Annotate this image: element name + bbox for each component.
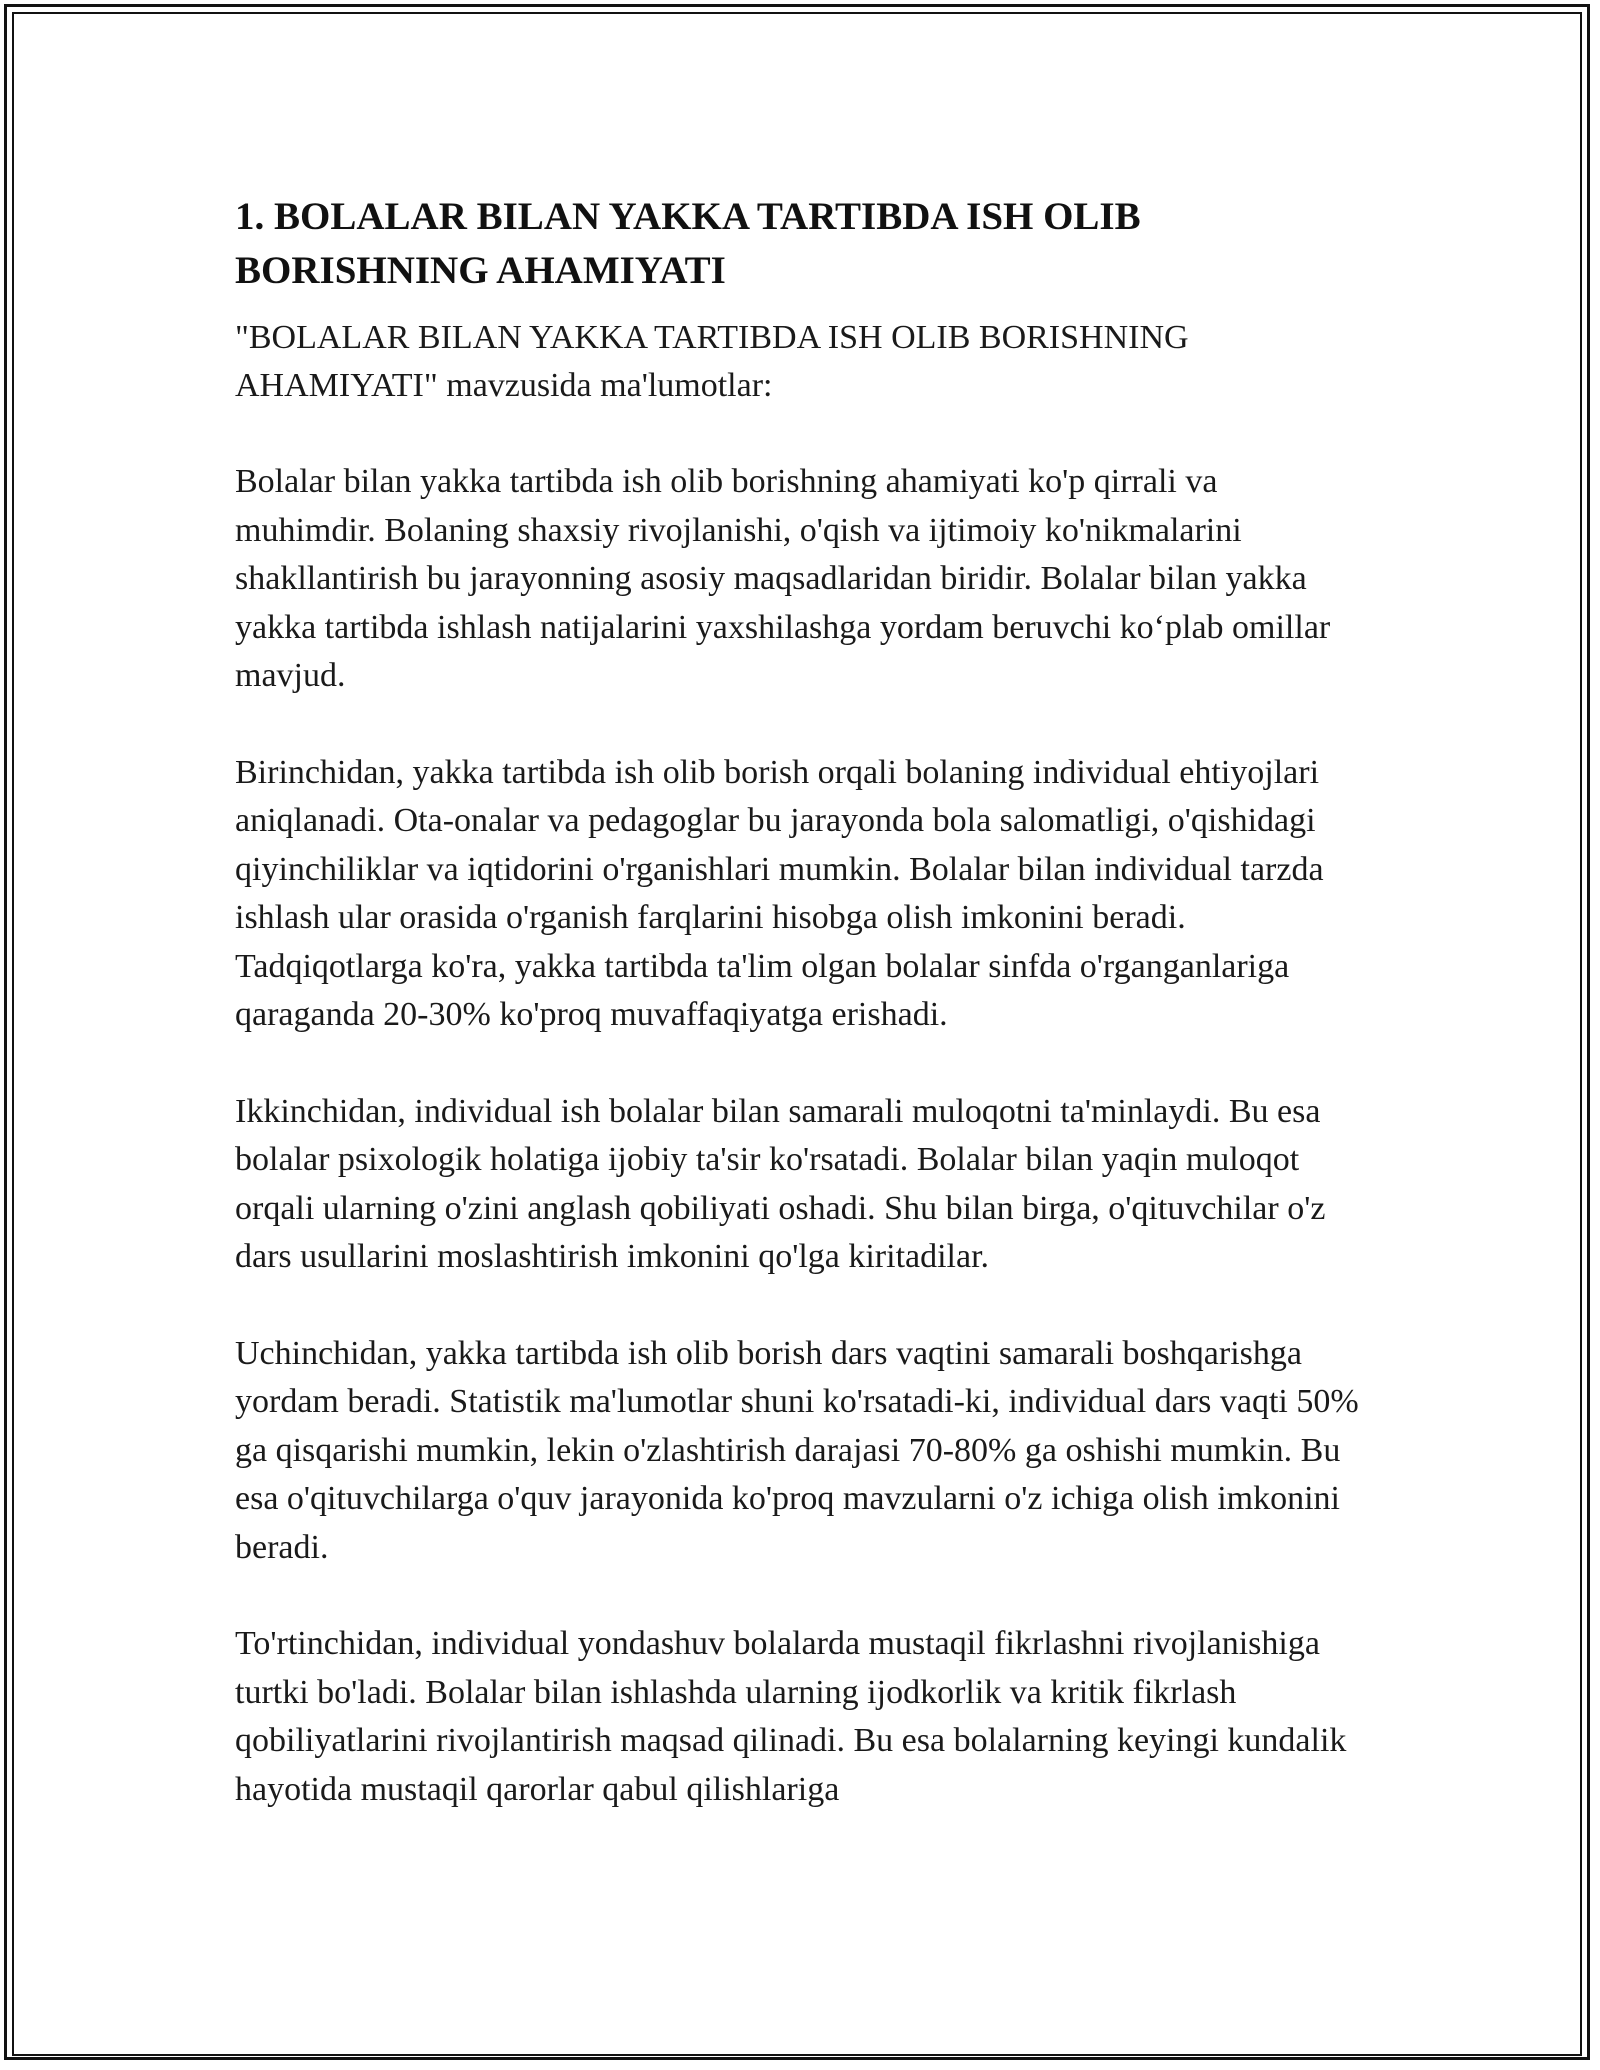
body-paragraph: Ikkinchidan, individual ish bolalar bilan samarali muloqotni ta'minlaydi. Bu esa bolalar psixologik holatiga ijobiy ta'sir ko'rsatadi. Bolalar bilan yaqin muloqot orqali ularning o'zini anglash qobiliyati oshadi. Shu bilan birga, o'qituvchilar o'z dars usullarini moslashtirish imkonini qo'lga kiritadilar. bbox=[235, 1092, 1326, 1275]
body-paragraph: Uchinchidan, yakka tartibda ish olib borish dars vaqtini samarali boshqarishga yordam beradi. Statistik ma'lumotlar shuni ko'rsatadi-ki, individual dars vaqti 50% ga qisqarishi mumkin, lekin o'zlashtirish darajasi 70-80% ga oshishi mumkin. Bu esa o'qituvchilarga o'quv jarayonida ko'proq mavzularni o'z ichiga olish imkonini beradi. bbox=[235, 1334, 1359, 1566]
body-paragraph: To'rtinchidan, individual yondashuv bolalarda mustaqil fikrlashni rivojlanishiga turtki bo'ladi. Bolalar bilan ishlashda ularning ijodkorlik va kritik fikrlash qobiliyatlarini rivojlantirish maqsad qilinadi. Bu esa bolalarning keyingi kundalik hayotida mustaqil qarorlar qabul qilishlariga bbox=[235, 1625, 1347, 1808]
intro-paragraph: "BOLALAR BILAN YAKKA TARTIBDA ISH OLIB BORISHNING AHAMIYATI" mavzusida ma'lumotlar: bbox=[235, 319, 1189, 404]
section-heading: 1. BOLALAR BILAN YAKKA TARTIBDA ISH OLIB BORISHNING AHAMIYATI bbox=[235, 195, 1141, 292]
body-paragraph: Birinchidan, yakka tartibda ish olib borish orqali bolaning individual ehtiyojlari aniqlanadi. Ota-onalar va pedagoglar bu jarayonda bola salomatligi, o'qishidagi qiyinchiliklar va iqtidorini o'rganishlari mumkin. Bolalar bilan individual tarzda ishlash ular orasida o'rganish farqlarini hisobga olish imkonini beradi. Tadqiqotlarga ko'ra, yakka tartibda ta'lim olgan bolalar sinfda o'rganganlariga qaraganda 20-30% ko'proq muvaffaqiyatga erishadi. bbox=[235, 753, 1324, 1033]
document-body bbox=[235, 190, 1365, 1862]
body-paragraph: Bolalar bilan yakka tartibda ish olib borishning ahamiyati ko'p qirrali va muhimdir. Bolaning shaxsiy rivojlanishi, o'qish va ijtimoiy ko'nikmalarini shakllantirish bu jarayonning asosiy maqsadlaridan biridir. Bolalar bilan yakka yakka tartibda ishlash natijalarini yaxshilashga yordam beruvchi ko‘plab omillar mavjud. bbox=[235, 463, 1331, 694]
